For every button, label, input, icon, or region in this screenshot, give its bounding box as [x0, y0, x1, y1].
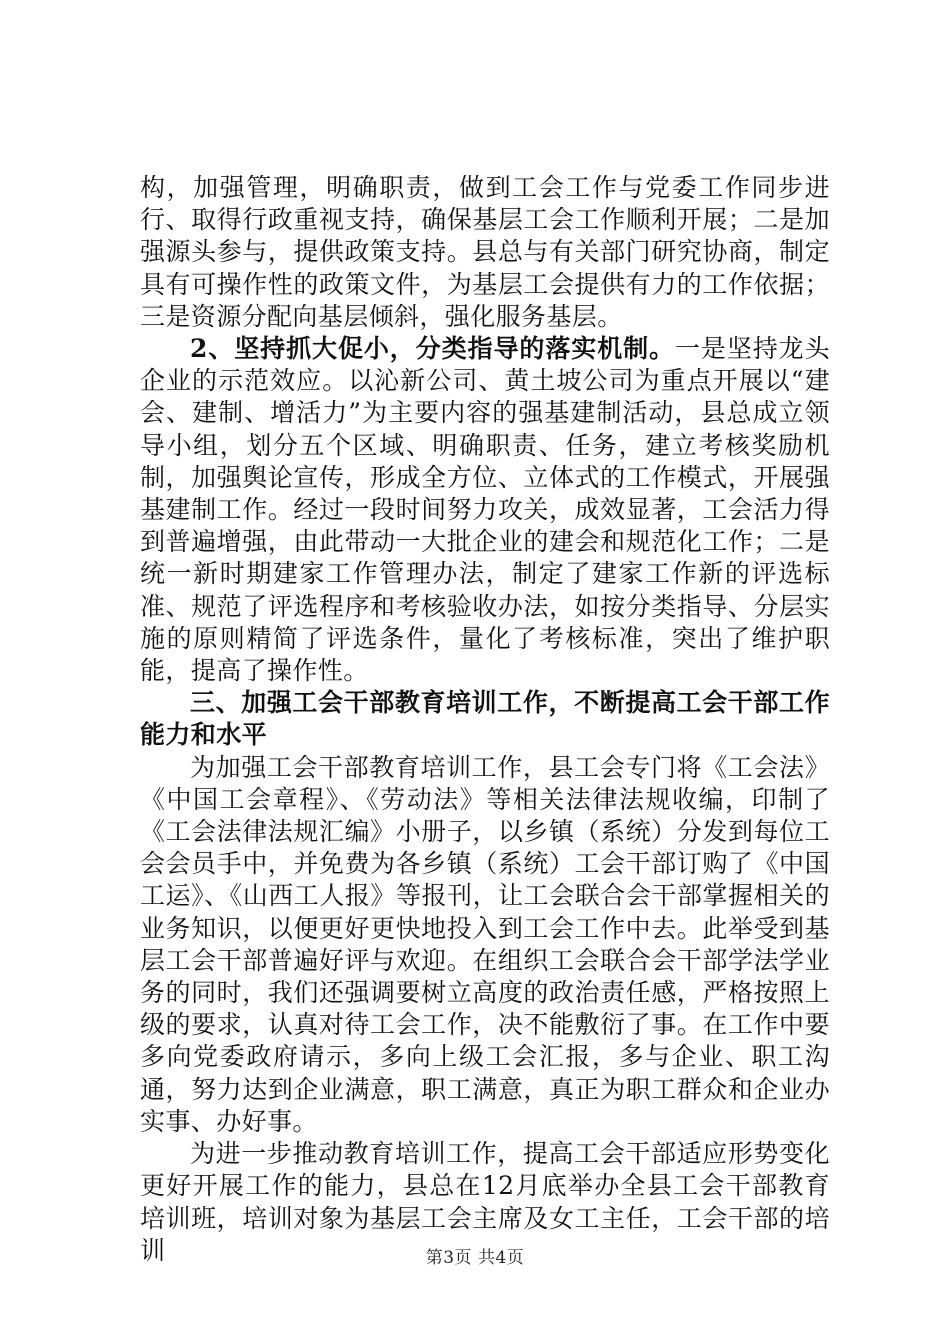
document-body	[140, 172, 830, 1267]
paragraph-text: 构，加强管理，明确职责，做到工会工作与党委工作同步进行、取得行政重视支持，确保基层工会工作顺利开展；二是加强源头参与，提供政策支持。县总与有关部门研究协商，制定具有可操作性的政策文件，为基层工会提供有力的工作依据；三是资源分配向基层倾斜，强化服务基层。	[140, 173, 830, 331]
paragraph-mechanism-2	[140, 333, 830, 687]
paragraph-text: 为加强工会干部教育培训工作，县工会专门将《工会法》《中国工会章程》、《劳动法》等相关法律法规收编，印制了《工会法律法规汇编》小册子，以乡镇（系统）分发到每位工会会员手中，并免费为各乡镇（系统）工会干部订购了《中国工运》、《山西工人报》等报刊，让工会联合会干部掌握相关的业务知识，以便更好更快地投入到工会工作中去。此举受到基层工会干部普遍好评与欢迎。在组织工会联合会干部学法学业务的同时，我们还强调要树立高度的政治责任感，严格按照上级的要求，认真对待工会工作，决不能敷衍了事。在工作中要多向党委政府请示，多向上级工会汇报，多与企业、职工沟通，努力达到企业满意，职工满意，真正为职工群众和企业办实事、办好事。	[140, 752, 830, 1136]
paragraph-bold-lead: 2、坚持抓大促小，分类指导的落实机制。	[190, 334, 675, 364]
section-heading-3: 三、加强工会干部教育培训工作，不断提高工会干部工作能力和水平	[140, 688, 830, 750]
page-footer	[0, 1243, 950, 1268]
paragraph-continuation	[140, 172, 830, 333]
page-number-label: 第3页 共4页	[425, 1248, 525, 1268]
paragraph-text: 一是坚持龙头企业的示范效应。以沁新公司、黄土坡公司为重点开展以“建会、建制、增活力”为主要内容的强基建制活动，县总成立领导小组，划分五个区域、明确职责、任务，建立考核奖励机制，加强舆论宣传，形成全方位、立体式的工作模式，开展强基建制工作。经过一段时间努力攻关，成效显著，工会活力得到普遍增强，由此带动一大批企业的建会和规范化工作；二是统一新时期建家工作管理办法，制定了建家工作新的评选标准、规范了评选程序和考核验收办法，如按分类指导、分层实施的原则精简了评选条件，量化了考核标准，突出了维护职能，提高了操作性。	[140, 334, 830, 686]
paragraph-training	[140, 752, 830, 1138]
paragraph-text: 为进一步推动教育培训工作，提高工会干部适应形势变化更好开展工作的能力，县总在12月底举办全县工会干部教育培训班，培训对象为基层工会主席及女工主任，工会干部的培训	[140, 1139, 830, 1265]
